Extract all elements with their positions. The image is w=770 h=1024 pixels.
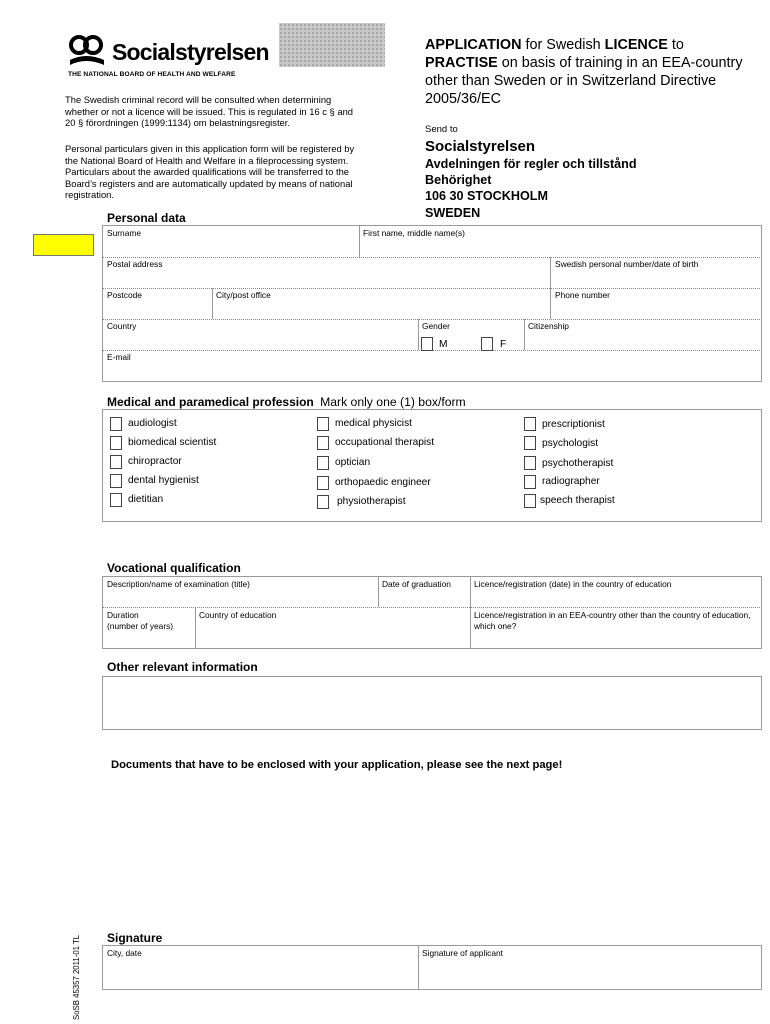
postcode-field[interactable]: Postcode [107, 290, 142, 300]
speech-therapist-checkbox[interactable] [524, 494, 536, 508]
city-date-field[interactable]: City, date [107, 948, 142, 958]
logo-name: Socialstyrelsen [112, 39, 269, 65]
physiotherapist-checkbox[interactable] [317, 495, 329, 509]
prescriptionist-label: prescriptionist [542, 419, 605, 430]
gender-m-label: M [439, 339, 448, 350]
documents-note: Documents that have to be enclosed with your application, please see the next page! [111, 759, 563, 771]
applicant-signature-field[interactable]: Signature of applicant [422, 948, 504, 958]
duration-field[interactable]: Duration (number of years) [107, 610, 174, 631]
biomedical-scientist-label: biomedical scientist [128, 437, 217, 448]
personal-data-title: Personal data [107, 211, 186, 225]
psychotherapist-label: psychotherapist [542, 458, 614, 469]
graduation-date-field[interactable]: Date of graduation [382, 579, 451, 589]
signature-title: Signature [107, 931, 163, 945]
form-title: APPLICATION for Swedish LICENCE to PRACTISE on basis of training in an EEA-country other than Sweden or in Switzerland Directive 2005/36/EC [425, 37, 743, 107]
personal-particulars-notice: Personal particulars given in this application form will be registered by the National Board of Health and Welfare in a fileprocessing system. Particulars about the awarded qualifications will be transferred to the Board’s registers and are automatically updated by means of national registration. [65, 143, 355, 201]
citizenship-field[interactable]: Citizenship [528, 321, 569, 331]
gender-m-checkbox[interactable] [421, 337, 433, 351]
dietitian-label: dietitian [128, 494, 164, 505]
city-field[interactable]: City/post office [216, 290, 271, 300]
medical-physicist-label: medical physicist [335, 418, 412, 429]
other-info-title: Other relevant information [107, 660, 258, 674]
orthopaedic-engineer-checkbox[interactable] [317, 476, 329, 490]
occupational-therapist-label: occupational therapist [335, 437, 435, 448]
prescriptionist-checkbox[interactable] [524, 417, 536, 431]
country-of-education-field[interactable]: Country of education [199, 610, 277, 620]
physiotherapist-label: physiotherapist [337, 496, 406, 507]
socialstyrelsen-logo-icon [66, 34, 108, 68]
personal-number-field[interactable]: Swedish personal number/date of birth [555, 259, 699, 269]
phone-field[interactable]: Phone number [555, 290, 610, 300]
biomedical-scientist-checkbox[interactable] [110, 436, 122, 450]
radiographer-checkbox[interactable] [524, 475, 536, 489]
chiropractor-checkbox[interactable] [110, 455, 122, 469]
psychologist-checkbox[interactable] [524, 436, 536, 450]
psychologist-label: psychologist [542, 438, 599, 449]
chiropractor-label: chiropractor [128, 456, 182, 467]
dietitian-checkbox[interactable] [110, 493, 122, 507]
postal-address-field[interactable]: Postal address [107, 259, 163, 269]
first-name-field[interactable]: First name, middle name(s) [363, 228, 465, 238]
optician-label: optician [335, 457, 371, 468]
gender-f-label: F [500, 339, 507, 350]
dental-hygienist-label: dental hygienist [128, 475, 199, 486]
medical-physicist-checkbox[interactable] [317, 417, 329, 431]
psychotherapist-checkbox[interactable] [524, 456, 536, 470]
country-field[interactable]: Country [107, 321, 137, 331]
criminal-record-notice: The Swedish criminal record will be consulted when determining whether or not a licence will be issued. This is regulated in 16 c § and 20 § förordningen (1999:1134) om belastningsregister. [65, 94, 354, 129]
highlight-marker [33, 234, 94, 256]
email-field[interactable]: E-mail [107, 352, 131, 362]
licence-eea-field[interactable]: Licence/registration in an EEA-country other than the country of education, which one? [474, 610, 751, 631]
audiologist-checkbox[interactable] [110, 417, 122, 431]
other-info-textarea[interactable] [102, 676, 762, 730]
profession-box [102, 409, 762, 522]
speech-therapist-label: speech therapist [540, 495, 615, 506]
personal-data-box [102, 225, 762, 382]
orthopaedic-engineer-label: orthopaedic engineer [335, 477, 431, 488]
profession-note: Mark only one (1) box/form [320, 395, 466, 409]
send-to-label: Send to [425, 124, 458, 135]
form-code: SoSB 45357 2011-01 TL [72, 934, 81, 1020]
examination-title-field[interactable]: Description/name of examination (title) [107, 579, 250, 589]
dental-hygienist-checkbox[interactable] [110, 474, 122, 488]
licence-country-field[interactable]: Licence/registration (date) in the country of education [474, 579, 672, 589]
optician-checkbox[interactable] [317, 456, 329, 470]
gender-label: Gender [422, 321, 450, 331]
send-to-address: Socialstyrelsen Avdelningen för regler och tillstånd Behörighet 106 30 STOCKHOLM SWEDEN [425, 138, 637, 220]
stamp-area [279, 23, 385, 67]
audiologist-label: audiologist [128, 418, 177, 429]
gender-f-checkbox[interactable] [481, 337, 493, 351]
occupational-therapist-checkbox[interactable] [317, 436, 329, 450]
profession-title: Medical and paramedical profession Mark only one (1) box/form [107, 395, 466, 409]
logo-subtitle: THE NATIONAL BOARD OF HEALTH AND WELFARE [68, 71, 236, 78]
vocational-title: Vocational qualification [107, 561, 241, 575]
surname-field[interactable]: Surname [107, 228, 141, 238]
radiographer-label: radiographer [542, 476, 600, 487]
